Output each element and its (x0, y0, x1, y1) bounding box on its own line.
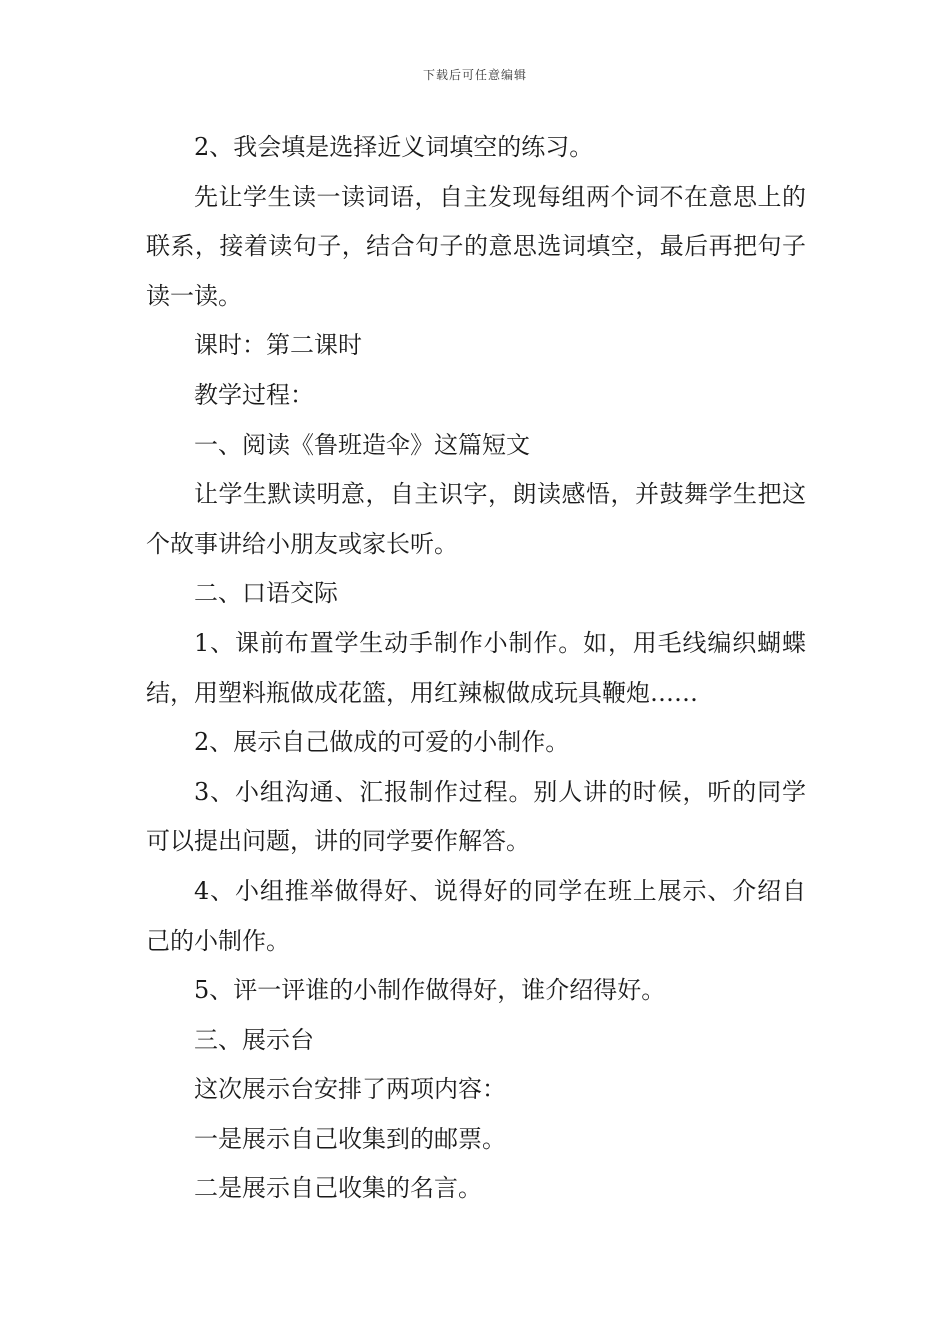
paragraph-lesson-period: 课时：第二课时 (194, 331, 362, 360)
paragraph-exercise-2: 2、我会填是选择近义词填空的练习。 (194, 133, 594, 161)
section-heading-oral-communication: 二、口语交际 (194, 579, 338, 608)
section-heading-showcase: 三、展示台 (194, 1025, 314, 1054)
paragraph-oral-step-3: 3、小组沟通、汇报制作过程。别人讲的时候，听的同学可以提出问题，讲的同学要作解答。 (146, 777, 806, 856)
section-heading-reading: 一、阅读《鲁班造伞》这篇短文 (194, 430, 530, 459)
paragraph-showcase-quotes: 二是展示自己收集的名言。 (194, 1174, 482, 1203)
paragraph-reading-method: 让学生默读明意，自主识字，朗读感悟，并鼓舞学生把这个故事讲给小朋友或家长听。 (146, 480, 806, 558)
paragraph-exercise-2-method: 先让学生读一读词语，自主发现每组两个词不在意思上的联系，接着读句子，结合句子的意思选词填空，最后再把句子读一读。 (146, 182, 806, 310)
paragraph-oral-step-5: 5、评一评谁的小制作做得好，谁介绍得好。 (194, 976, 666, 1005)
document-body (146, 123, 806, 1214)
paragraph-teaching-process: 教学过程： (194, 380, 314, 409)
paragraph-showcase-intro: 这次展示台安排了两项内容： (194, 1075, 506, 1104)
paragraph-oral-step-4: 4、小组推举做得好、说得好的同学在班上展示、介绍自己的小制作。 (146, 876, 806, 955)
page-header-note: 下载后可任意编辑 (422, 68, 527, 82)
paragraph-oral-step-1: 1、课前布置学生动手制作小制作。如，用毛线编织蝴蝶结，用塑料瓶做成花篮，用红辣椒做成玩具鞭炮…… (146, 628, 806, 707)
paragraph-oral-step-2: 2、展示自己做成的可爱的小制作。 (194, 728, 570, 757)
paragraph-showcase-stamps: 一是展示自己收集到的邮票。 (194, 1124, 506, 1153)
